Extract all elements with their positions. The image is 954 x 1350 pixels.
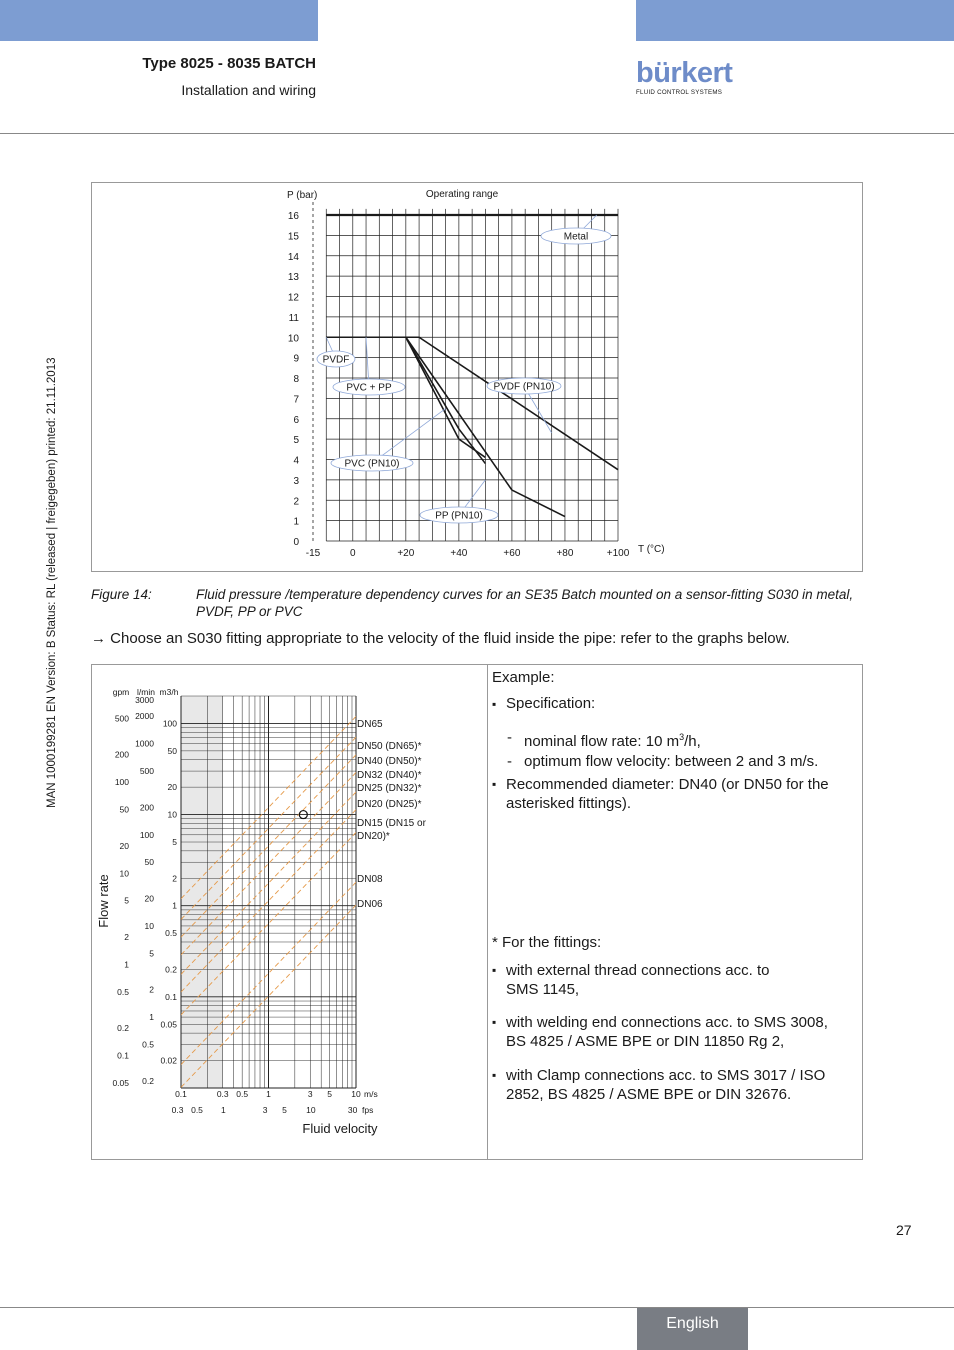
y-tick-label: 10: [144, 920, 154, 931]
fitting-clamp: with Clamp connections acc. to SMS 3017 / ISO 2852, BS 4825 / ASME BPE or DIN 32676.: [506, 1067, 826, 1103]
y-tick-label: 10: [119, 868, 129, 879]
x-tick-label-fps: 1: [220, 1105, 226, 1115]
x-tick-label-fps: 10: [306, 1105, 316, 1115]
fitting-welding: with welding end connections acc. to SMS 3008, BS 4825 / ASME BPE or DIN 11850 Rg 2,: [506, 1014, 828, 1050]
dash-icon: -: [507, 729, 512, 746]
y-tick-label: 0.02: [160, 1055, 177, 1066]
x-tick-label-ms: 10: [351, 1089, 361, 1099]
bullet-icon: ▪: [492, 963, 497, 977]
y-tick-label: 1: [293, 516, 299, 528]
flow-velocity-chart: [92, 665, 486, 1155]
y-tick-label: 200: [139, 802, 154, 813]
y-tick-label: 2: [172, 873, 177, 884]
logo-tagline: FLUID CONTROL SYSTEMS: [636, 89, 723, 96]
x-tick-label-ms: 0.5: [236, 1089, 249, 1099]
y-tick-label: 5: [293, 435, 299, 447]
pressure-temperature-chart: [91, 182, 862, 571]
x-tick-label-ms: 1: [266, 1089, 271, 1099]
x-tick-label-fps: 30: [347, 1105, 358, 1115]
bullet-icon: ▪: [492, 1068, 497, 1082]
example-heading: Example:: [492, 669, 555, 686]
y-tick-label: 50: [119, 804, 129, 815]
y-tick-label: 5: [149, 948, 154, 959]
series-label: PVC (PN10): [344, 458, 400, 470]
series-label: DN25 (DN32)*: [357, 783, 422, 794]
instruction-text: → Choose an S030 fitting appropriate to the velocity of the fluid inside the pipe: refer to the graphs below.: [91, 630, 790, 647]
y-tick-label: 0.05: [160, 1019, 177, 1030]
header-bar-left: [0, 0, 318, 41]
y-tick-label: 1: [149, 1012, 154, 1023]
x-tick-label: +60: [503, 548, 521, 559]
recommended-diameter: Recommended diameter: DN40 (or DN50 for the asterisked fittings).: [506, 776, 829, 812]
series-label: DN40 (DN50)*: [357, 756, 422, 767]
y-tick-label: 15: [287, 231, 299, 243]
fitting-sms1145: with external thread connections acc. to SMS 1145,: [506, 962, 770, 998]
y-tick-label: 0.5: [142, 1039, 154, 1050]
y-tick-label: 500: [139, 766, 154, 777]
y-tick-label: 50: [167, 745, 177, 756]
x-tick-label: +100: [606, 548, 630, 559]
flow-spec: [524, 728, 701, 751]
y-tick-label: 0.5: [165, 928, 177, 939]
y-tick-label: 50: [144, 857, 154, 868]
y-unit-label: m3/h: [159, 687, 179, 697]
page-number: 27: [896, 1222, 912, 1238]
velocity-spec: optimum flow velocity: between 2 and 3 m/s.: [524, 753, 819, 770]
series-label: DN32 (DN40)*: [357, 770, 422, 781]
x-tick-label-ms: 0.1: [175, 1089, 187, 1099]
y-tick-label: 2000: [135, 711, 154, 722]
y-tick-label: 200: [114, 749, 129, 760]
y-tick-label: 1000: [135, 738, 154, 749]
x-tick-label-fps: 3: [262, 1105, 268, 1115]
y-unit-label: gpm: [112, 687, 130, 697]
y-tick-label: 0: [293, 537, 299, 548]
x-axis-label: T (°C): [638, 544, 665, 555]
y-tick-label: 500: [114, 713, 129, 724]
series-label: DN15 (DN15 or: [357, 818, 426, 829]
y-tick-label: 0.2: [117, 1023, 129, 1034]
y-tick-label: 5: [124, 895, 129, 906]
series-label: PVDF: [322, 354, 350, 366]
y-tick-label: 0.2: [165, 964, 177, 975]
y-tick-label: 6: [293, 414, 299, 426]
series-label: DN08: [357, 874, 383, 885]
y-tick-label: 8: [293, 374, 299, 385]
y-tick-label: 20: [167, 782, 177, 793]
x-tick-label-ms: 3: [307, 1089, 313, 1099]
y-tick-label: 7: [293, 394, 299, 406]
x-tick-label: +80: [556, 548, 574, 559]
flow-spec-text: nominal flow rate: 10 m: [524, 733, 680, 750]
bullet-icon: ▪: [492, 1015, 497, 1029]
x-axis-label: Fluid velocity: [302, 1121, 378, 1136]
flow-spec-unit: /h,: [684, 733, 701, 750]
doc-title: Type 8025 - 8035 BATCH: [142, 55, 316, 72]
series-label: DN65: [357, 719, 383, 730]
series-label: PVC + PP: [346, 382, 392, 394]
y-tick-label: 2: [293, 496, 299, 508]
y-tick-label: 0.1: [117, 1050, 129, 1061]
y-tick-label: 2: [149, 984, 154, 995]
header-rule: [0, 133, 954, 134]
table-divider: [487, 664, 488, 1159]
chart-title: Operating range: [425, 189, 499, 200]
x-tick-label-ms: 0.3: [216, 1089, 229, 1099]
y-tick-label: 20: [119, 840, 129, 851]
header-bar-right: [636, 0, 954, 41]
x-unit-label: m/s: [364, 1089, 378, 1099]
y-tick-label: 10: [167, 809, 177, 820]
flow-spec-sup: 3: [679, 732, 685, 742]
series-label: Metal: [563, 231, 589, 243]
y-tick-label: 3: [293, 475, 299, 487]
y-unit-label: l/min: [137, 687, 155, 697]
y-tick-label: 12: [287, 292, 299, 304]
bullet-icon: ▪: [492, 777, 497, 791]
y-tick-label: 10: [287, 333, 299, 345]
label-leader-line: [372, 409, 446, 463]
y-tick-label: 20: [144, 893, 154, 904]
caption-label: Figure 14:: [91, 587, 152, 602]
y-axis-label: Flow rate: [96, 874, 111, 928]
y-tick-label: 0.05: [112, 1077, 129, 1088]
y-tick-label: 3000: [135, 695, 154, 706]
y-tick-label: 100: [114, 777, 129, 788]
y-axis-label: P (bar): [287, 190, 318, 201]
x-unit-label: fps: [362, 1105, 374, 1115]
x-tick-label-fps: 0.3: [171, 1105, 184, 1115]
caption-text: Fluid pressure /temperature dependency curves for an SE35 Batch mounted on a sensor-fitting S030 in metal, PVDF, PP or PVC: [196, 587, 854, 619]
y-tick-label: 14: [287, 251, 299, 263]
y-tick-label: 0.1: [165, 991, 177, 1002]
y-tick-label: 0.5: [117, 986, 129, 997]
y-tick-label: 2: [124, 931, 129, 942]
y-tick-label: 4: [293, 455, 299, 467]
x-tick-label: 0: [350, 548, 356, 559]
logo-word: bürkert: [636, 57, 733, 89]
y-tick-label: 1: [124, 959, 129, 970]
y-tick-label: 5: [172, 837, 177, 848]
dash-icon: -: [507, 753, 512, 770]
x-tick-label: -15: [305, 548, 321, 559]
spec-heading: Specification:: [506, 695, 596, 712]
x-tick-label: +20: [397, 548, 415, 559]
footer-rule: [0, 1307, 954, 1308]
y-tick-label: 16: [287, 211, 299, 222]
y-tick-label: 1: [172, 900, 177, 911]
series-label: DN20 (DN25)*: [357, 799, 422, 810]
y-tick-label: 0.2: [142, 1075, 154, 1086]
series-label: DN06: [357, 899, 383, 910]
x-tick-label-fps: 5: [282, 1105, 287, 1115]
section-title: Installation and wiring: [181, 82, 316, 98]
fittings-heading: * For the fittings:: [492, 934, 602, 951]
document-meta-vertical: MAN 1000199281 EN Version: B Status: RL (released | freigegeben) printed: 21.11.2013: [46, 357, 58, 808]
series-label: PP (PN10): [435, 510, 483, 522]
series-label: DN20)*: [357, 831, 390, 842]
y-tick-label: 100: [139, 829, 154, 840]
series-label: DN50 (DN65)*: [357, 741, 422, 752]
x-tick-label-ms: 5: [327, 1089, 333, 1099]
language-tab: English: [637, 1308, 748, 1350]
series-label: PVDF (PN10): [493, 381, 555, 393]
y-tick-label: 13: [287, 272, 299, 284]
y-tick-label: 9: [293, 353, 299, 365]
x-tick-label-fps: 0.5: [191, 1105, 203, 1115]
y-tick-label: 11: [288, 312, 299, 324]
y-tick-label: 100: [162, 718, 177, 729]
burkert-logo: [636, 58, 732, 98]
bullet-icon: ▪: [492, 697, 497, 711]
x-tick-label: +40: [450, 548, 468, 559]
